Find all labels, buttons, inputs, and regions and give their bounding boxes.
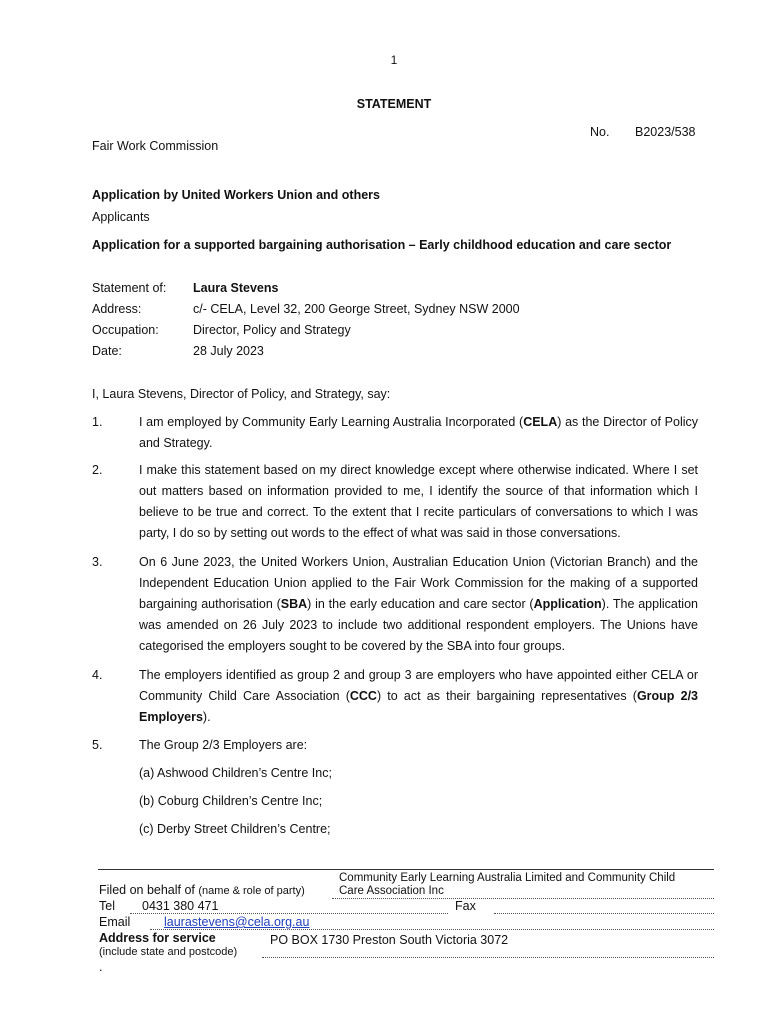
detail-label: Address:	[92, 302, 142, 316]
tel-value: 0431 380 471	[142, 899, 219, 913]
detail-label: Date:	[92, 344, 122, 358]
paragraph: I make this statement based on my direct knowledge except where otherwise indicated. Where I set out matters based on information provided to me, I identify the source of that information which I believe to be true and correct. To the extent that I recite particulars of conversations to which I was party, I do so by setting out words to the effect of what was said in those conversations.	[139, 463, 698, 540]
address-hint: (include state and postcode)	[99, 946, 238, 958]
paragraph: On 6 June 2023, the United Workers Union, Australian Education Union (Victorian Branch) and the Independent Education Union applied to the Fair Work Commission for the making of a supported bargaining authorisation (SBA) in the early education and care sector (Application). The application was amended on 26 July 2023 to include two additional respondent employers. The Unions have categorised the employers sought to be covered by the SBA into four groups.	[139, 555, 698, 653]
paragraph-number: 5.	[92, 738, 103, 752]
service-underline	[262, 957, 714, 958]
email-link[interactable]: laurastevens@cela.org.au	[164, 915, 310, 929]
fax-underline	[494, 913, 714, 914]
applicants-label: Applicants	[92, 210, 150, 224]
list-item: (c) Derby Street Children’s Centre;	[139, 822, 331, 836]
detail-value: Director, Policy and Strategy	[193, 323, 351, 337]
detail-value: 28 July 2023	[193, 344, 264, 358]
footer-divider	[98, 869, 714, 870]
application-subject: Application for a supported bargaining authorisation – Early childhood education and care sector	[92, 238, 672, 252]
application-by: Application by United Workers Union and others	[92, 188, 380, 202]
detail-label: Occupation:	[92, 323, 159, 337]
tel-label: Tel	[99, 899, 115, 913]
document-title: STATEMENT	[356, 97, 432, 111]
filed-on-behalf-label: Filed on behalf of (name & role of party)	[99, 883, 305, 897]
address-for-service-value: PO BOX 1730 Preston South Victoria 3072	[270, 933, 509, 947]
page-number: 1	[390, 53, 398, 67]
matter-number: B2023/538	[635, 125, 696, 139]
list-item: (b) Coburg Children’s Centre Inc;	[139, 794, 323, 808]
paragraph: The Group 2/3 Employers are:	[139, 738, 308, 752]
paragraph-number: 2.	[92, 463, 103, 477]
detail-value: c/- CELA, Level 32, 200 George Street, Sydney NSW 2000	[193, 302, 520, 316]
address-for-service-label: Address for service	[99, 931, 216, 945]
paragraph: The employers identified as group 2 and group 3 are employers who have appointed either CELA or Community Child Care Association (CCC) to act as their bargaining representatives (Group 2/3 Employers).	[139, 668, 698, 724]
paragraph-number: 1.	[92, 415, 103, 429]
detail-label: Statement of:	[92, 281, 167, 295]
email-label: Email	[99, 915, 131, 929]
paragraph-number: 3.	[92, 555, 103, 569]
filed-underline	[332, 898, 714, 899]
filed-party-line1: Community Early Learning Australia Limited and Community Child	[339, 872, 676, 884]
tribunal-name: Fair Work Commission	[92, 139, 219, 153]
paragraph: I am employed by Community Early Learning Australia Incorporated (CELA) as the Director of Policy and Strategy.	[139, 415, 698, 450]
intro-sentence: I, Laura Stevens, Director of Policy, and Strategy, say:	[92, 387, 391, 401]
tel-underline	[130, 913, 448, 914]
matter-no-label: No.	[590, 125, 610, 139]
fax-label: Fax	[455, 899, 476, 913]
email-underline	[150, 929, 714, 930]
paragraph-number: 4.	[92, 668, 103, 682]
filed-party-line2: Care Association Inc	[339, 885, 444, 897]
trailing-mark: .	[99, 960, 103, 974]
detail-value: Laura Stevens	[193, 281, 279, 295]
list-item: (a) Ashwood Children’s Centre Inc;	[139, 766, 332, 780]
